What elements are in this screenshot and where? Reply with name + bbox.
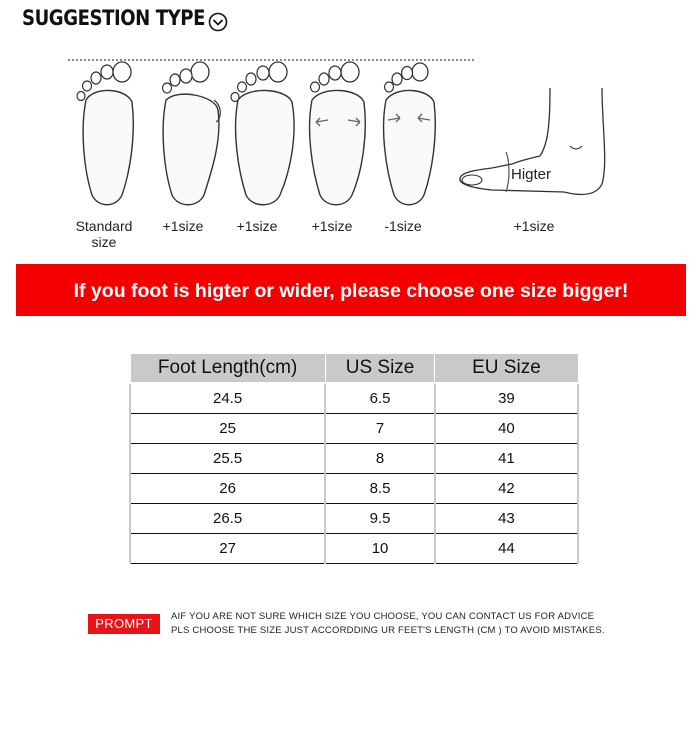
foot-label-5: +1size [513, 218, 555, 234]
high-instep-foot-icon [452, 84, 620, 204]
table-row [130, 383, 578, 414]
foot-length-cell: 26 [130, 474, 325, 504]
page-title: SUGGESTION TYPE [22, 6, 205, 30]
foot-label-3: +1size [311, 218, 353, 234]
prompt-line-1: AIF YOU ARE NOT SURE WHICH SIZE YOU CHOOSE, YOU CAN CONTACT US FOR ADVICE [171, 611, 595, 622]
header-foot-length: Foot Length(cm) [130, 354, 325, 384]
flat-foot-icon [304, 60, 372, 210]
eu-size-cell: 39 [435, 383, 578, 414]
standard-foot-icon [74, 60, 144, 210]
table-row [130, 504, 578, 534]
foot-label-4: -1size [384, 218, 422, 234]
table-row [130, 534, 578, 564]
bunion-foot-icon [156, 60, 224, 210]
eu-size-cell: 43 [435, 504, 578, 534]
us-size-cell: 9.5 [325, 504, 435, 534]
chevron-down-icon[interactable] [208, 12, 228, 32]
prompt-line-2: PLS CHOOSE THE SIZE JUST ACCORDDING UR FEET'S LENGTH (CM ) TO AVOID MISTAKES. [171, 625, 605, 636]
higter-label: Higter [511, 166, 552, 183]
eu-size-cell: 41 [435, 444, 578, 474]
foot-label-standard: Standard size [75, 218, 133, 250]
us-size-cell: 8 [325, 444, 435, 474]
foot-length-cell: 26.5 [130, 504, 325, 534]
foot-label-1: +1size [162, 218, 204, 234]
banner-text: If you foot is higter or wider, please choose one size bigger! [73, 280, 629, 302]
foot-length-cell: 25 [130, 414, 325, 444]
us-size-cell: 8.5 [325, 474, 435, 504]
eu-size-cell: 42 [435, 474, 578, 504]
size-table [129, 353, 579, 564]
table-row [130, 474, 578, 504]
us-size-cell: 7 [325, 414, 435, 444]
foot-length-cell: 27 [130, 534, 325, 564]
eu-size-cell: 40 [435, 414, 578, 444]
narrow-foot-icon [378, 60, 442, 210]
header-us-size: US Size [325, 354, 435, 384]
prompt-badge: PROMPT [88, 614, 160, 634]
table-row [130, 414, 578, 444]
advice-banner [16, 264, 686, 316]
eu-size-cell: 44 [435, 534, 578, 564]
table-row [130, 444, 578, 474]
foot-length-cell: 25.5 [130, 444, 325, 474]
foot-length-cell: 24.5 [130, 383, 325, 414]
wide-foot-icon [230, 60, 302, 210]
foot-label-2: +1size [236, 218, 278, 234]
table-header-row [130, 354, 578, 384]
us-size-cell: 10 [325, 534, 435, 564]
header-eu-size: EU Size [435, 354, 578, 384]
us-size-cell: 6.5 [325, 383, 435, 414]
